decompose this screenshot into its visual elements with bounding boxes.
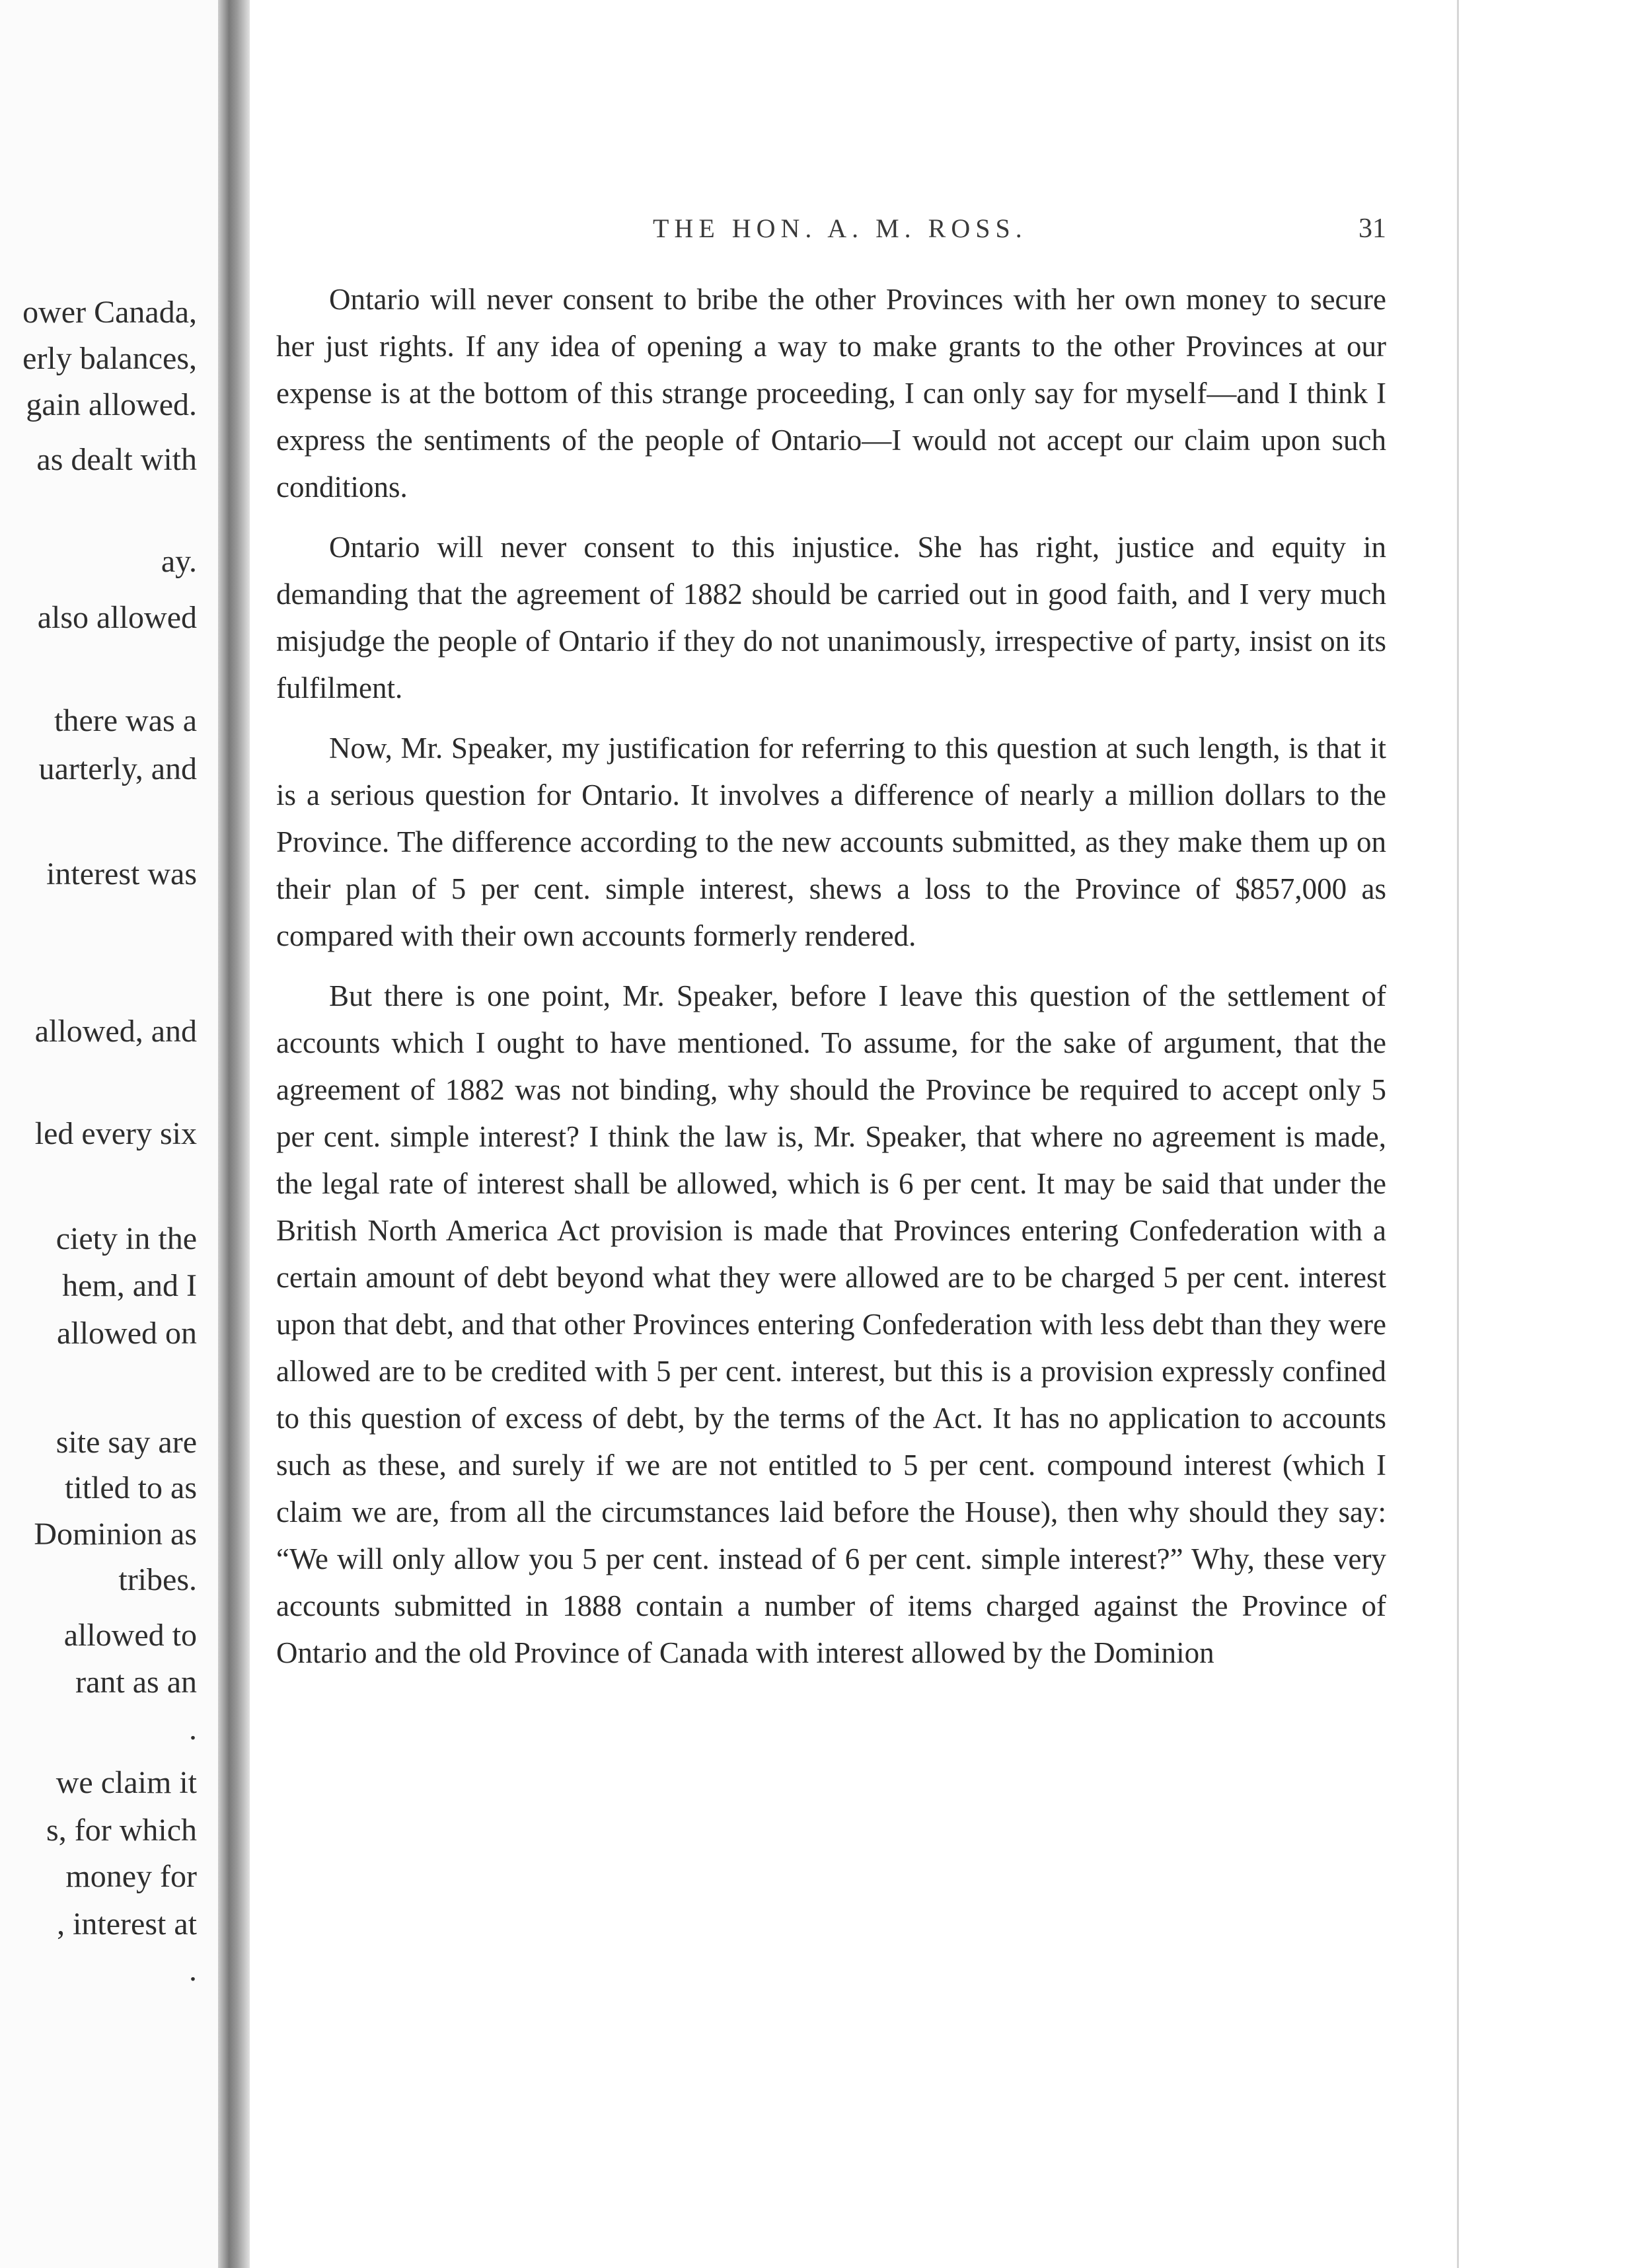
left-page-line: allowed on: [57, 1316, 197, 1351]
left-page-line: site say are: [56, 1425, 197, 1460]
left-page-line: hem, and I: [62, 1268, 197, 1303]
left-page-line: gain allowed.: [26, 387, 197, 422]
left-page-line: titled to as: [65, 1470, 197, 1505]
paragraph: But there is one point, Mr. Speaker, before I leave this question of the settlement of accounts which I ought to have mentioned. To assume, for the sake of argument, that the agreement of 1882 was not binding, why should the Province be required to accept only 5 per cent. simple interest? I think the law is, Mr. Speaker, that where no agreement is made, the legal rate of interest shall be allowed, which is 6 per cent. It may be said that under the British North America Act provision is made that Provinces entering Confederation with a certain amount of debt beyond what they were allowed are to be charged 5 per cent. interest upon that debt, and that other Provinces entering Confederation with less debt than they were allowed are to be credited with 5 per cent. interest, but this is a provision expressly confined to this question of excess of debt, by the terms of the Act. It has no application to accounts such as these, and surely if we are not entitled to 5 per cent. compound interest (which I claim we are, from all the circumstances laid before the House), then why should they say: “We will only allow you 5 per cent. instead of 6 per cent. simple interest?” Why, these very accounts submitted in 1888 contain a number of items charged against the Province of Ontario and the old Province of Canada with interest allowed by the Dominion: [276, 979, 1386, 1669]
paragraph: Now, Mr. Speaker, my justification for referring to this question at such length, is that it is a serious question for Ontario. It involves a difference of nearly a million dollars to the Province. The difference according to the new accounts submitted, as they make them up on their plan of 5 per cent. simple interest, shews a loss to the Province of $857,000 as compared with their own accounts formerly rendered.: [276, 732, 1386, 952]
left-page-line: allowed to: [63, 1618, 197, 1653]
left-page-line: tribes.: [118, 1562, 197, 1597]
left-page-line: interest was: [46, 856, 197, 891]
left-page-line: s, for which: [46, 1813, 197, 1848]
left-page-line: Dominion as: [34, 1517, 197, 1552]
left-page-line: money for: [65, 1859, 197, 1894]
left-page-line: erly balances,: [22, 341, 197, 376]
left-page-line: uarterly, and: [38, 751, 197, 786]
paragraph: Ontario will never consent to this injustice. She has right, justice and equity in demanding that the agreement of 1882 should be carried out in good faith, and I very much misjudge the people of Ontario if they do not unanimously, irrespective of party, insist on its fulfilment.: [276, 531, 1386, 704]
left-page-line: also allowed: [37, 600, 197, 635]
left-page-line: there was a: [54, 703, 197, 738]
page-number: 31: [1358, 213, 1386, 244]
left-page-line: .: [189, 1953, 197, 1988]
page-edge-margin: [1457, 0, 1636, 2268]
left-facing-page: [0, 0, 218, 2268]
paragraph: Ontario will never consent to bribe the other Provinces with her own money to secure her just rights. If any idea of opening a way to make grants to the other Provinces at our expense is at the bottom of this strange proceeding, I can only say for myself—and I think I express the sentiments of the people of Ontario—I would not accept our claim upon such conditions.: [276, 283, 1386, 504]
left-page-line: led every six: [34, 1116, 197, 1151]
running-head: THE HON. A. M. ROSS.: [653, 213, 1027, 243]
left-page-line: ciety in the: [56, 1221, 197, 1256]
page-header: [250, 213, 1386, 259]
left-page-line: , interest at: [57, 1907, 197, 1942]
body-text: [276, 276, 1386, 1690]
left-page-line: as dealt with: [36, 442, 197, 477]
left-page-line: .: [189, 1712, 197, 1747]
left-page-line: ower Canada,: [22, 295, 197, 330]
left-page-line: rant as an: [75, 1665, 197, 1700]
main-page: [250, 0, 1459, 2268]
left-page-line: ay.: [161, 544, 197, 579]
book-gutter: [218, 0, 250, 2268]
left-page-line: we claim it: [56, 1765, 197, 1800]
left-page-line: allowed, and: [34, 1014, 197, 1049]
